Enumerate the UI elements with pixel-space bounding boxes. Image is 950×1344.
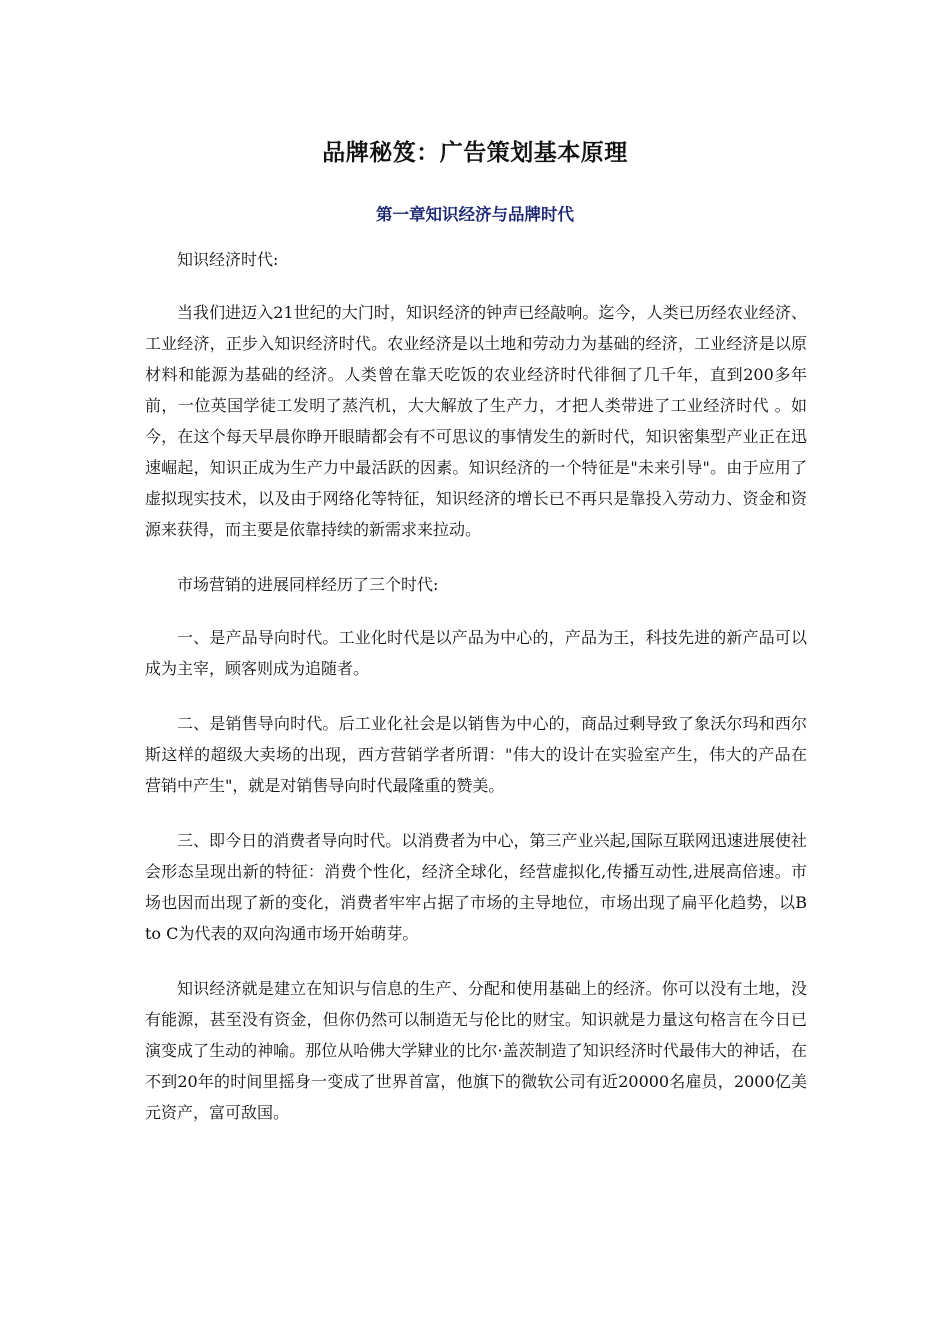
paragraph-7: 知识经济就是建立在知识与信息的生产、分配和使用基础上的经济。你可以没有土地，没有能源，甚至没有资金，但你仍然可以制造无与伦比的财宝。知识就是力量这句格言在今日已演变成了生动的神喻。那位从哈佛大学肄业的比尔·盖茨制造了知识经济时代最伟大的神话，在不到20年的时间里摇身一变成了世界首富，他旗下的微软公司有近20000名雇员，2000亿美元资产，富可敌国。 — [145, 979, 807, 1122]
paragraph-2: 当我们进迈入21世纪的大门时，知识经济的钟声已经敲响。迄今，人类已历经农业经济、工业经济，正步入知识经济时代。农业经济是以土地和劳动力为基础的经济，工业经济是以原材料和能源为基础的经济。人类曾在靠天吃饭的农业经济时代徘徊了几千年，直到200多年前，一位英国学徒工发明了蒸汽机，大大解放了生产力，才把人类带进了工业经济时代 。如今，在这个每天早晨你睁开眼睛都会有不可思议的事情发生的新时代，知识密集型产业正在迅速崛起，知识正成为生产力中最活跃的因素。知识经济的一个特征是"未来引导"。由于应用了虚拟现实技术，以及由于网络化等特征，知识经济的增长已不再只是靠投入劳动力、资金和资源来获得，而主要是依靠持续的新需求来拉动。 — [145, 303, 807, 539]
paragraph-6: 三、即今日的消费者导向时代。以消费者为中心，第三产业兴起,国际互联网迅速进展使社会形态呈现出新的特征：消费个性化，经济全球化，经营虚拟化,传播互动性,进展高倍速。市场也因而出现了新的变化，消费者牢牢占据了市场的主导地位，市场出现了扁平化趋势，以B to C为代表的双向沟通市场开始萌芽。 — [145, 831, 807, 943]
paragraph-4: 一、是产品导向时代。工业化时代是以产品为中心的，产品为王，科技先进的新产品可以成为主宰，顾客则成为追随者。 — [145, 628, 807, 678]
chapter-title: 第一章知识经济与品牌时代 — [376, 205, 574, 224]
paragraph-5: 二、是销售导向时代。后工业化社会是以销售为中心的，商品过剩导致了象沃尔玛和西尔斯这样的超级大卖场的出现，西方营销学者所谓："伟大的设计在实验室产生，伟大的产品在营销中产生"，就是对销售导向时代最隆重的赞美。 — [145, 714, 807, 795]
paragraph-3: 市场营销的进展同样经历了三个时代: — [177, 575, 439, 594]
paragraph-1: 知识经济时代: — [177, 250, 279, 269]
document-body — [145, 244, 807, 1152]
document-title: 品牌秘笈：广告策划基本原理 — [322, 140, 628, 166]
